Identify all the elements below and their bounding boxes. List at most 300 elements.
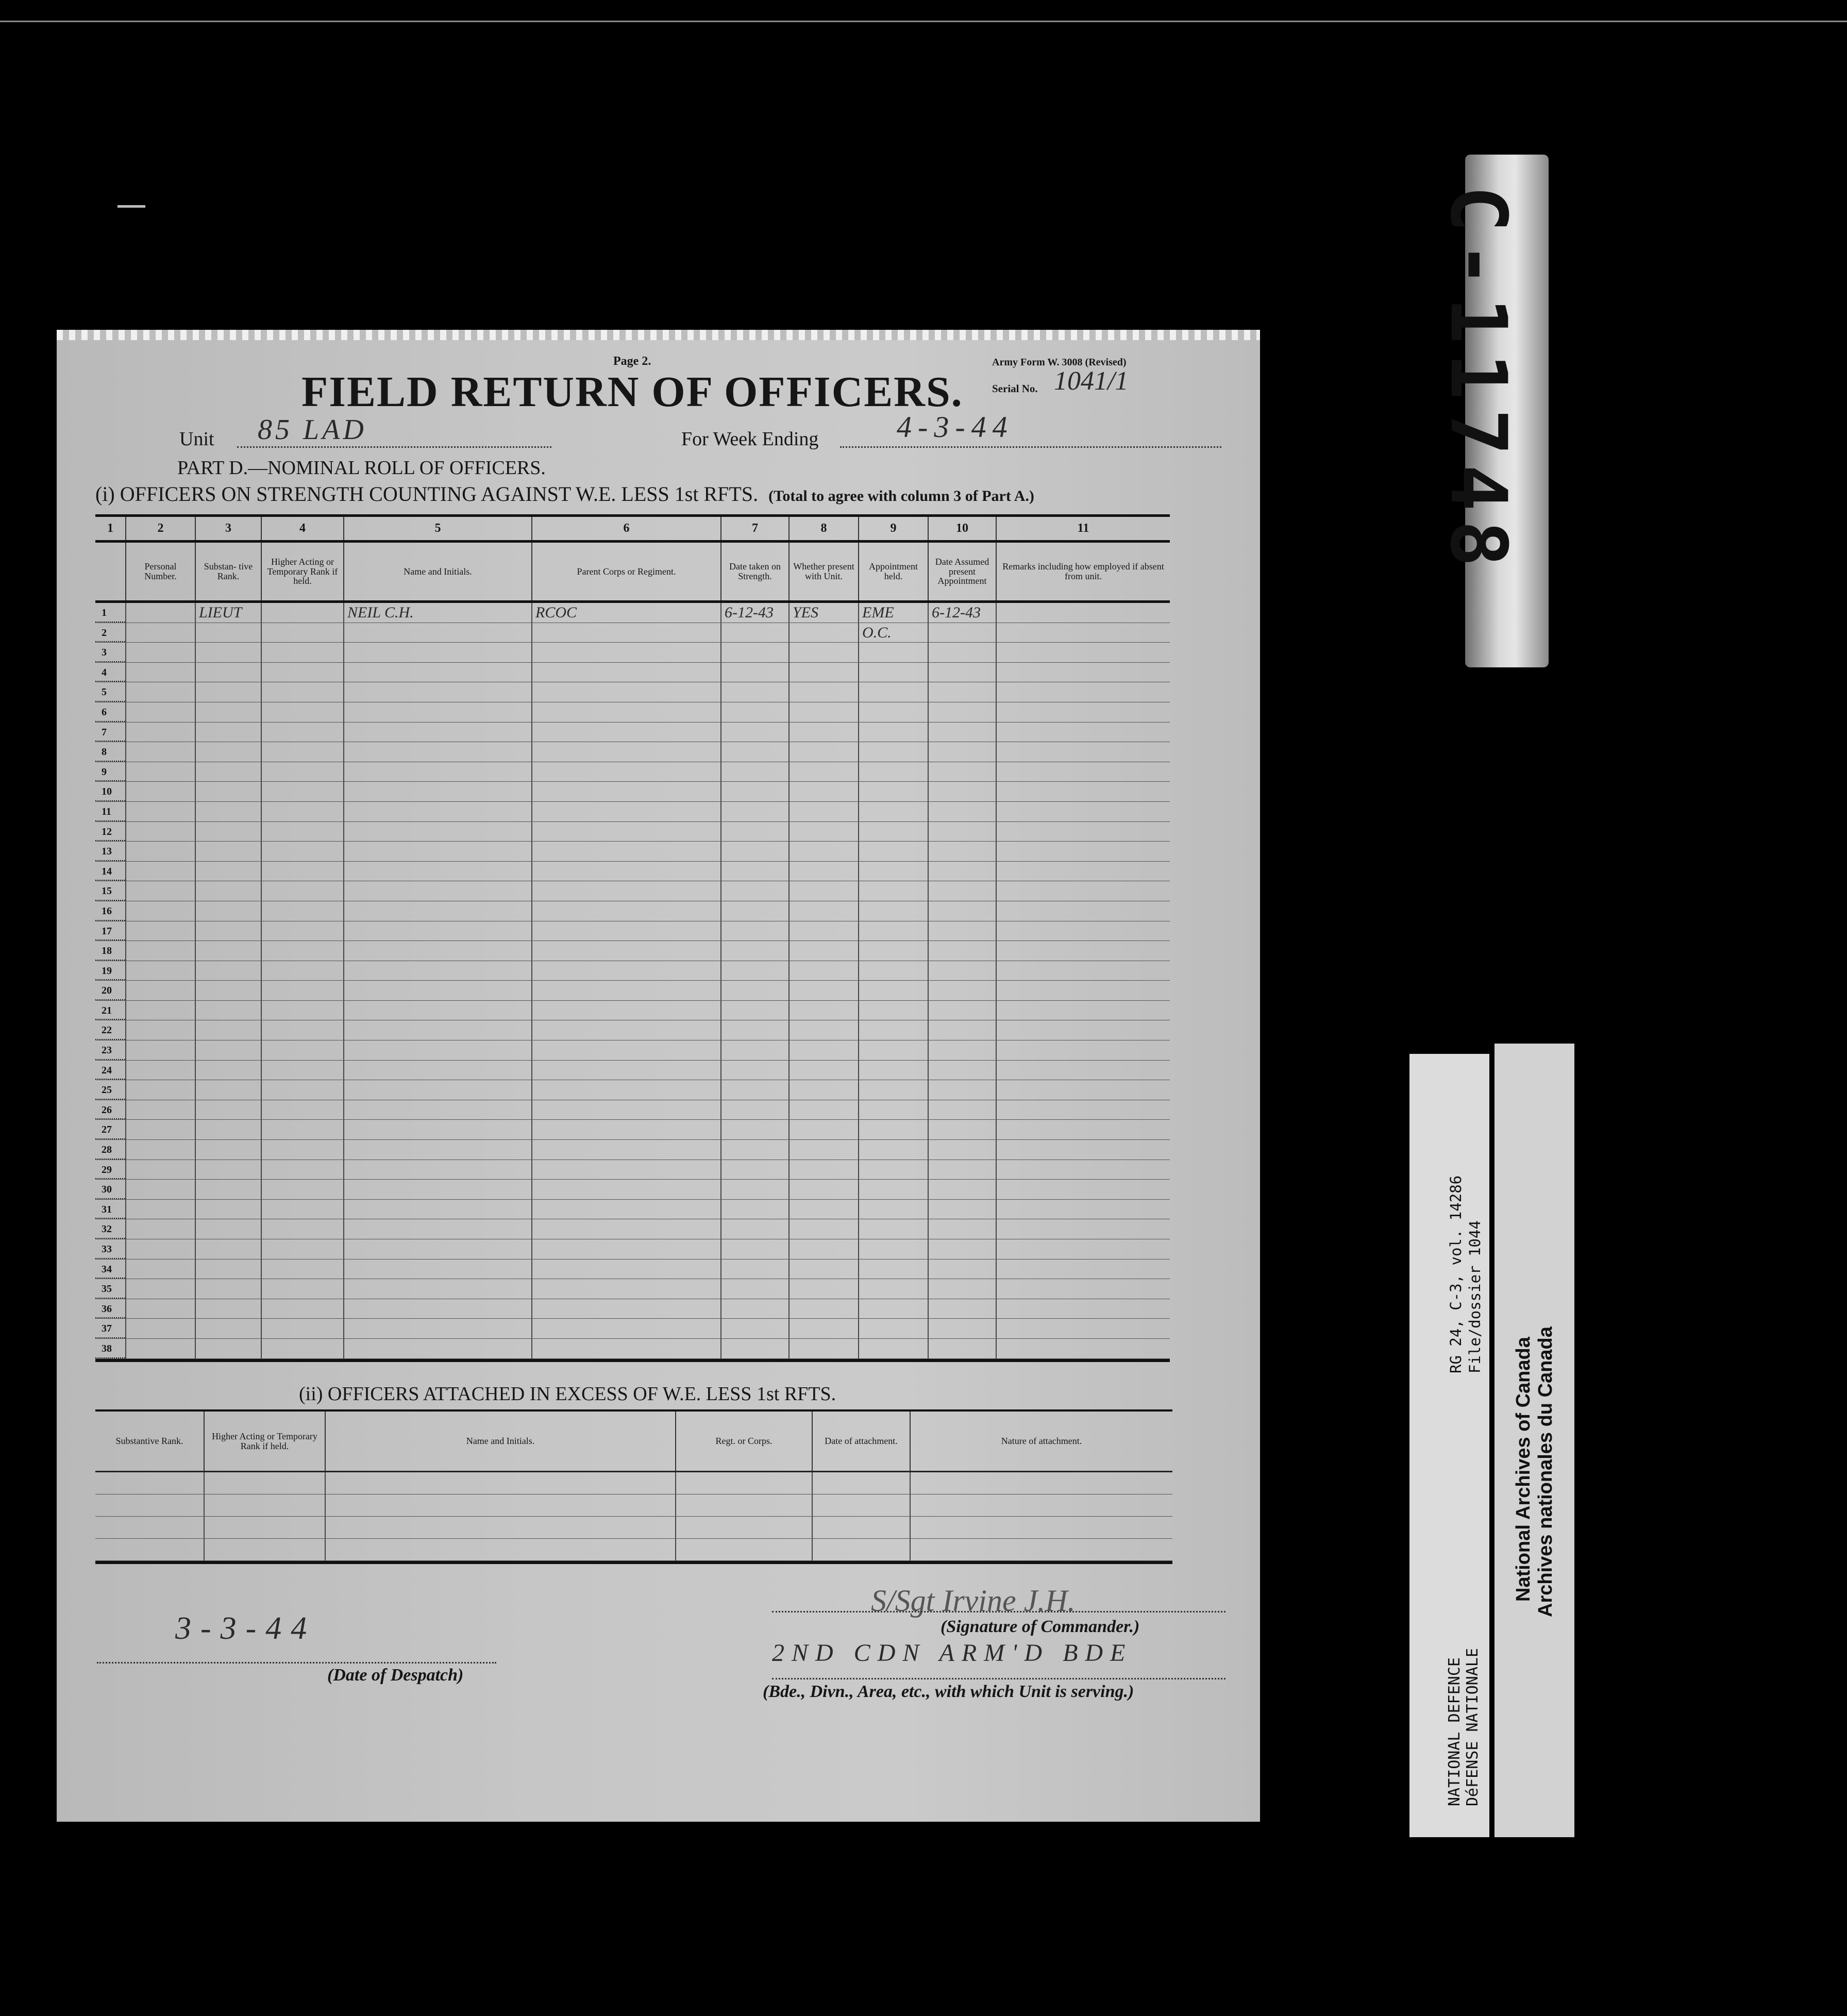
table-cell [125, 1319, 195, 1338]
table-cell [125, 663, 195, 682]
table-cell [858, 822, 928, 842]
table-cell [343, 623, 531, 643]
table-cell [858, 1299, 928, 1319]
table-cell [858, 1061, 928, 1080]
table-cell [858, 1339, 928, 1358]
table-cell [720, 782, 788, 801]
attached-column-header: Higher Acting or Temporary Rank if held. [204, 1412, 325, 1471]
commander-signature: S/Sgt Irvine J.H. [871, 1584, 1076, 1618]
attached-table-cell [204, 1494, 325, 1516]
table-cell [928, 941, 996, 961]
table-cell [125, 1160, 195, 1180]
attached-table-cell [675, 1517, 812, 1538]
table-cell [858, 742, 928, 762]
table-cell [928, 643, 996, 662]
film-edge-line [0, 21, 1847, 22]
table-cell [261, 782, 343, 801]
column-number: 9 [858, 517, 928, 540]
table-cell [343, 901, 531, 921]
row-number: 12 [95, 822, 125, 842]
row-number: 18 [95, 941, 125, 961]
table-cell [343, 702, 531, 722]
column-number: 1 [107, 522, 113, 535]
table-cell [261, 802, 343, 821]
table-cell [858, 1040, 928, 1060]
table-cell [996, 862, 1170, 881]
column-number: 10 [928, 517, 996, 540]
column-header: Whether present with Unit. [788, 543, 858, 600]
table-cell [531, 862, 720, 881]
table-cell [928, 1100, 996, 1120]
column-number: 3 [195, 517, 261, 540]
table-cell [928, 1001, 996, 1020]
table-cell [261, 881, 343, 901]
row-number: 6 [95, 702, 125, 722]
table-cell [343, 682, 531, 702]
table-cell: RCOC [531, 603, 720, 623]
table-cell [343, 1299, 531, 1319]
table-cell [261, 643, 343, 662]
table-cell [261, 1319, 343, 1338]
table-cell [125, 901, 195, 921]
table-cell [531, 1239, 720, 1259]
table-cell [125, 1040, 195, 1060]
table-cell [720, 1100, 788, 1120]
table-row [95, 643, 1170, 663]
table-cell [788, 1080, 858, 1100]
table-cell [531, 702, 720, 722]
table-cell [343, 1061, 531, 1080]
table-cell [788, 1219, 858, 1239]
table-cell [531, 901, 720, 921]
table-cell [125, 822, 195, 842]
table-cell [125, 842, 195, 861]
attached-column-header: Name and Initials. [325, 1412, 675, 1471]
table-cell [343, 921, 531, 941]
table-cell [996, 1239, 1170, 1259]
week-dotted-line [840, 446, 1221, 448]
table-row [95, 881, 1170, 901]
table-cell [531, 1160, 720, 1180]
table-row [95, 1160, 1170, 1180]
row-number: 2 [95, 623, 125, 643]
table-cell [788, 822, 858, 842]
table-cell [996, 1120, 1170, 1139]
table-cell [343, 1100, 531, 1120]
attached-table-cell [204, 1472, 325, 1494]
table-cell [928, 1279, 996, 1299]
table-cell [720, 981, 788, 1000]
table-cell [928, 1120, 996, 1139]
table-cell [996, 881, 1170, 901]
table-cell [788, 1160, 858, 1180]
table-cell [996, 643, 1170, 662]
table-cell [928, 1299, 996, 1319]
table-cell [195, 762, 261, 782]
row-number: 31 [95, 1200, 125, 1219]
row-number: 33 [95, 1239, 125, 1259]
table-cell [261, 1299, 343, 1319]
table-row [95, 1140, 1170, 1160]
table-cell [195, 981, 261, 1000]
table-cell [928, 1061, 996, 1080]
table-cell [720, 1140, 788, 1160]
attached-table-cell [325, 1494, 675, 1516]
table-cell [858, 1279, 928, 1299]
table-cell [858, 663, 928, 682]
table-cell [261, 842, 343, 861]
table-cell [858, 1319, 928, 1338]
signature-dotted-line [772, 1611, 1225, 1612]
table-cell: 6-12-43 [720, 603, 788, 623]
reel-number: C-11748 [1433, 186, 1523, 577]
table-cell [261, 981, 343, 1000]
table-cell [343, 981, 531, 1000]
table-cell [996, 1279, 1170, 1299]
table-cell [125, 1259, 195, 1279]
table-cell [788, 1001, 858, 1020]
brigade-label: (Bde., Divn., Area, etc., with which Unit is serving.) [763, 1682, 1134, 1701]
table-cell [928, 921, 996, 941]
despatch-date-value: 3-3-44 [175, 1611, 316, 1646]
table-cell [261, 1120, 343, 1139]
table-cell [195, 723, 261, 742]
column-number: 7 [720, 517, 788, 540]
table-cell [125, 1001, 195, 1020]
table-cell [261, 1259, 343, 1279]
row-number: 9 [95, 762, 125, 782]
table-cell [720, 723, 788, 742]
table-cell [261, 1200, 343, 1219]
table-cell [195, 1299, 261, 1319]
table-cell [261, 1180, 343, 1199]
table-cell [343, 862, 531, 881]
table-cell [858, 762, 928, 782]
table-cell [788, 702, 858, 722]
table-cell [858, 802, 928, 821]
table-cell [195, 1160, 261, 1180]
table-row [95, 941, 1170, 961]
table-cell [261, 1339, 343, 1358]
table-cell [343, 881, 531, 901]
table-cell [720, 682, 788, 702]
attached-table-cell [812, 1517, 910, 1538]
table-cell [788, 1200, 858, 1219]
row-number: 35 [95, 1279, 125, 1299]
table-cell [858, 1160, 928, 1180]
table-cell [858, 981, 928, 1000]
table-cell [195, 623, 261, 643]
table-cell [125, 1299, 195, 1319]
attached-table-cell [910, 1472, 1172, 1494]
table-cell [195, 1020, 261, 1040]
table-row [95, 961, 1170, 981]
row-number: 3 [95, 643, 125, 662]
archives-name-french: Archives nationales du Canada [1535, 1326, 1556, 1617]
table-cell [531, 742, 720, 762]
table-cell [996, 981, 1170, 1000]
table-cell [195, 1001, 261, 1020]
table-cell [125, 762, 195, 782]
table-cell [531, 1080, 720, 1100]
table-cell [343, 1140, 531, 1160]
table-cell [788, 862, 858, 881]
table-cell [858, 1219, 928, 1239]
table-cell [531, 623, 720, 643]
table-cell [531, 1180, 720, 1199]
column-number: 6 [531, 517, 720, 540]
table-cell [531, 762, 720, 782]
row-number: 37 [95, 1319, 125, 1338]
table-cell [261, 762, 343, 782]
table-cell [788, 842, 858, 861]
row-number: 30 [95, 1180, 125, 1199]
row-number: 20 [95, 981, 125, 1000]
table-cell [261, 921, 343, 941]
table-cell [343, 1001, 531, 1020]
table-row [95, 702, 1170, 723]
table-cell [858, 702, 928, 722]
row-number: 16 [95, 901, 125, 921]
table-cell [531, 802, 720, 821]
column-number: 11 [996, 517, 1170, 540]
table-cell [858, 1239, 928, 1259]
table-cell [928, 1319, 996, 1338]
table-row [95, 1120, 1170, 1140]
table-cell [195, 663, 261, 682]
table-cell [720, 702, 788, 722]
column-number: 2 [125, 517, 195, 540]
table-cell [720, 1259, 788, 1279]
row-number: 7 [95, 723, 125, 742]
table-cell [858, 921, 928, 941]
section-2-heading: (ii) OFFICERS ATTACHED IN EXCESS OF W.E. LESS 1st RFTS. [299, 1383, 836, 1405]
table-cell [195, 941, 261, 961]
table-cell [125, 782, 195, 801]
table-cell [343, 941, 531, 961]
table-cell [928, 1200, 996, 1219]
table-cell [788, 981, 858, 1000]
column-header: Name and Initials. [343, 543, 531, 600]
table-cell [343, 1120, 531, 1139]
attached-table-cell [95, 1494, 204, 1516]
table-cell [720, 822, 788, 842]
table-cell [343, 663, 531, 682]
table-row [95, 862, 1170, 882]
table-cell [858, 643, 928, 662]
table-cell [858, 842, 928, 861]
table-cell [788, 663, 858, 682]
perforated-edge [57, 330, 1260, 340]
table-cell [125, 1279, 195, 1299]
table-cell [788, 762, 858, 782]
table-cell [195, 842, 261, 861]
table-cell [531, 881, 720, 901]
film-mark [117, 205, 145, 208]
table-cell [261, 1040, 343, 1060]
table-cell [343, 1200, 531, 1219]
table-cell [261, 723, 343, 742]
table-cell [996, 1040, 1170, 1060]
table-cell [996, 961, 1170, 981]
attached-table-cell [910, 1517, 1172, 1538]
table-cell [531, 1061, 720, 1080]
row-number: 15 [95, 881, 125, 901]
table-cell [195, 1319, 261, 1338]
table-cell: LIEUT [195, 603, 261, 623]
table-cell [343, 1040, 531, 1060]
row-number: 32 [95, 1219, 125, 1239]
table-cell [788, 742, 858, 762]
attached-table-cell [812, 1494, 910, 1516]
table-cell [858, 1120, 928, 1139]
table-cell [996, 1319, 1170, 1338]
table-cell [928, 1259, 996, 1279]
table-cell [531, 961, 720, 981]
table-cell [996, 1299, 1170, 1319]
table-cell [531, 1219, 720, 1239]
table-cell [788, 782, 858, 801]
officers-attached-table [95, 1409, 1172, 1564]
table-cell [195, 1259, 261, 1279]
table-cell [531, 981, 720, 1000]
table-cell [720, 881, 788, 901]
army-form-number: Army Form W. 3008 (Revised) [992, 357, 1127, 368]
table-cell [996, 1100, 1170, 1120]
table-row [95, 802, 1170, 822]
table-cell [531, 1279, 720, 1299]
table-cell [261, 941, 343, 961]
table-cell [720, 762, 788, 782]
table-cell [858, 1200, 928, 1219]
row-number: 24 [95, 1061, 125, 1080]
table-cell [928, 1160, 996, 1180]
table-cell [720, 1001, 788, 1020]
table-cell [996, 1140, 1170, 1160]
table-cell [195, 1219, 261, 1239]
table-cell [195, 1140, 261, 1160]
table-row [95, 1020, 1170, 1040]
table-cell [343, 842, 531, 861]
table-cell [531, 643, 720, 662]
table-cell [788, 1319, 858, 1338]
table-cell [928, 1339, 996, 1358]
table-cell [788, 961, 858, 981]
table-cell [261, 702, 343, 722]
row-number: 14 [95, 862, 125, 881]
row-number: 27 [95, 1120, 125, 1139]
table-cell [928, 881, 996, 901]
row-number: 28 [95, 1140, 125, 1160]
column-number-row [95, 517, 1170, 543]
column-header [95, 543, 125, 600]
table-cell [343, 1219, 531, 1239]
row-number: 17 [95, 921, 125, 941]
attached-column-header: Regt. or Corps. [675, 1412, 812, 1471]
table-cell [858, 1140, 928, 1160]
unit-label: Unit [179, 428, 214, 450]
table-cell [996, 723, 1170, 742]
table-cell [788, 921, 858, 941]
table-cell [125, 1200, 195, 1219]
table-cell [261, 1100, 343, 1120]
table-cell [195, 643, 261, 662]
table-cell [343, 1259, 531, 1279]
table-cell [858, 682, 928, 702]
row-number: 29 [95, 1160, 125, 1180]
table-cell [720, 1200, 788, 1219]
table-cell [531, 921, 720, 941]
table-cell [858, 1080, 928, 1100]
table-cell [531, 1020, 720, 1040]
table-cell [195, 782, 261, 801]
table-cell [531, 723, 720, 742]
table-cell [531, 1040, 720, 1060]
table-cell [858, 782, 928, 801]
table-cell [788, 881, 858, 901]
table-row [95, 921, 1170, 942]
table-cell [928, 1239, 996, 1259]
row-number: 13 [95, 842, 125, 861]
table-cell [195, 1120, 261, 1139]
table-cell [788, 723, 858, 742]
table-cell [720, 961, 788, 981]
table-cell [720, 1339, 788, 1358]
table-cell [531, 842, 720, 861]
table-cell [531, 1100, 720, 1120]
table-cell [858, 1259, 928, 1279]
table-cell [125, 682, 195, 702]
table-cell: O.C. [858, 623, 928, 643]
table-cell [343, 742, 531, 762]
row-number: 36 [95, 1299, 125, 1319]
table-row [95, 723, 1170, 743]
table-cell [125, 702, 195, 722]
attached-column-header: Substantive Rank. [115, 1436, 183, 1447]
row-number: 10 [95, 782, 125, 801]
table-cell [996, 842, 1170, 861]
table-cell [996, 782, 1170, 801]
table-cell [343, 1239, 531, 1259]
table-cell [928, 742, 996, 762]
serial-value: 1041/1 [1054, 366, 1129, 396]
table-cell [858, 1020, 928, 1040]
table-cell [261, 623, 343, 643]
table-cell [343, 1279, 531, 1299]
table-cell [125, 1080, 195, 1100]
table-row [95, 1200, 1170, 1220]
table-row [95, 1219, 1170, 1239]
table-cell [996, 603, 1170, 623]
table-cell [261, 603, 343, 623]
table-cell [720, 1299, 788, 1319]
table-row [95, 822, 1170, 842]
table-cell [720, 802, 788, 821]
row-number: 8 [95, 742, 125, 762]
table-row [95, 981, 1170, 1001]
table-cell [788, 1239, 858, 1259]
table-cell [125, 1120, 195, 1139]
despatch-date-label: (Date of Despatch) [327, 1666, 464, 1685]
table-cell [720, 1279, 788, 1299]
table-cell [928, 1180, 996, 1199]
attached-table-cell [95, 1517, 204, 1538]
table-cell [996, 802, 1170, 821]
row-number: 5 [95, 682, 125, 702]
table-cell [720, 921, 788, 941]
table-cell [195, 961, 261, 981]
table-cell [195, 1200, 261, 1219]
